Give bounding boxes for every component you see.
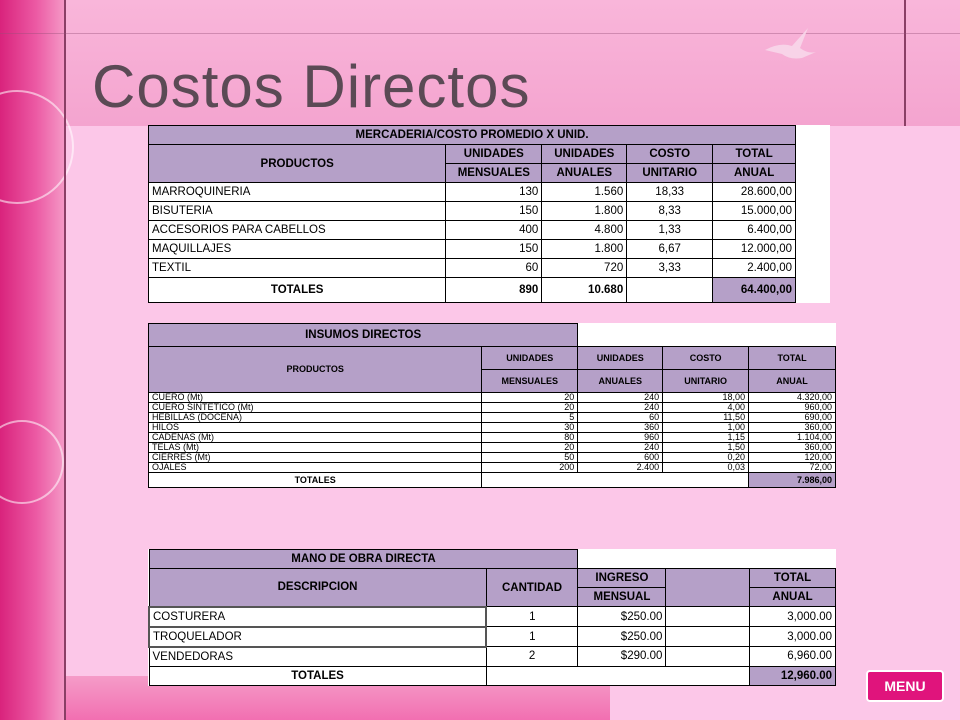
table-row [149, 647, 836, 667]
table-title: MANO DE OBRA DIRECTA [149, 550, 578, 569]
employee-role: COSTURERA [149, 607, 486, 627]
table-row [149, 453, 836, 463]
unit-cost: 3,33 [627, 259, 713, 278]
decorative-vertical-line [64, 0, 66, 720]
annual-total: 72,00 [749, 463, 836, 473]
table-row [149, 221, 830, 240]
column-header: MENSUALES [482, 370, 578, 393]
units-monthly: 130 [446, 183, 542, 202]
unit-cost: 1,50 [663, 443, 749, 453]
units-monthly: 20 [482, 443, 578, 453]
unit-cost: 4,00 [663, 403, 749, 413]
units-monthly: 20 [482, 403, 578, 413]
column-header: ANUALES [578, 370, 663, 393]
table-row [149, 202, 830, 221]
column-header: MENSUAL [578, 588, 666, 607]
product-name: MARROQUINERIA [149, 183, 446, 202]
totals-label: TOTALES [149, 473, 482, 488]
totals-row [149, 473, 836, 488]
unit-cost: 0,03 [663, 463, 749, 473]
column-header: UNITARIO [663, 370, 749, 393]
units-monthly: 80 [482, 433, 578, 443]
units-annual: 360 [578, 423, 663, 433]
table-row [149, 423, 836, 433]
column-header: UNITARIO [627, 164, 713, 183]
totals-row [149, 666, 836, 685]
table-row [149, 259, 830, 278]
units-annual: 2.400 [578, 463, 663, 473]
column-header: TOTAL [713, 145, 796, 164]
units-monthly: 400 [446, 221, 542, 240]
product-name: CUERO SINTETICO (Mt) [149, 403, 482, 413]
annual-total: 15.000,00 [713, 202, 796, 221]
units-monthly: 50 [482, 453, 578, 463]
column-header: UNIDADES [446, 145, 542, 164]
insumos-table [148, 323, 836, 488]
column-header: MENSUALES [446, 164, 542, 183]
totals-annual: 64.400,00 [713, 278, 796, 303]
units-monthly: 150 [446, 240, 542, 259]
annual-total: 6.400,00 [713, 221, 796, 240]
annual-total: 12.000,00 [713, 240, 796, 259]
column-header: UNIDADES [578, 347, 663, 370]
table-title: INSUMOS DIRECTOS [149, 324, 578, 347]
totals-label: TOTALES [149, 278, 446, 303]
unit-cost: 1,00 [663, 423, 749, 433]
unit-cost: 0,20 [663, 453, 749, 463]
quantity: 2 [486, 647, 578, 667]
product-name: CUERO (Mt) [149, 393, 482, 403]
annual-total: 28.600,00 [713, 183, 796, 202]
units-annual: 240 [578, 443, 663, 453]
units-annual: 1.560 [542, 183, 627, 202]
column-header: TOTAL [749, 347, 836, 370]
page-title: Costos Directos [92, 53, 531, 120]
unit-cost: 6,67 [627, 240, 713, 259]
units-annual: 720 [542, 259, 627, 278]
hummingbird-icon [760, 20, 820, 70]
column-header: DESCRIPCION [149, 569, 486, 607]
units-monthly: 30 [482, 423, 578, 433]
units-monthly: 20 [482, 393, 578, 403]
units-annual: 960 [578, 433, 663, 443]
totals-annual-units: 10.680 [542, 278, 627, 303]
unit-cost: 1,33 [627, 221, 713, 240]
column-header: COSTO [663, 347, 749, 370]
column-header: TOTAL [750, 569, 836, 588]
table-row [149, 240, 830, 259]
monthly-income: $290.00 [578, 647, 666, 667]
mercaderia-table [148, 125, 830, 303]
annual-total: 960,00 [749, 403, 836, 413]
units-annual: 1.800 [542, 202, 627, 221]
product-name: MAQUILLAJES [149, 240, 446, 259]
units-annual: 4.800 [542, 221, 627, 240]
annual-total: 6,960.00 [750, 647, 836, 667]
totals-row [149, 278, 830, 303]
table-row [149, 627, 836, 647]
product-name: CADENAS (Mt) [149, 433, 482, 443]
units-annual: 60 [578, 413, 663, 423]
employee-role: TROQUELADOR [149, 627, 486, 647]
totals-label: TOTALES [149, 666, 486, 685]
units-annual: 1.800 [542, 240, 627, 259]
table-row [149, 413, 836, 423]
decorative-vertical-line [904, 0, 906, 126]
product-name: ACCESORIOS PARA CABELLOS [149, 221, 446, 240]
column-header: ANUAL [749, 370, 836, 393]
table-row [149, 183, 830, 202]
column-header: CANTIDAD [486, 569, 578, 607]
product-name: CIERRES (Mt) [149, 453, 482, 463]
table-row [149, 433, 836, 443]
units-monthly: 200 [482, 463, 578, 473]
annual-total: 360,00 [749, 423, 836, 433]
quantity: 1 [486, 627, 578, 647]
product-name: TELAS (Mt) [149, 443, 482, 453]
units-monthly: 150 [446, 202, 542, 221]
annual-total: 360,00 [749, 443, 836, 453]
product-name: TEXTIL [149, 259, 446, 278]
product-name: HEBILLAS (DOCENA) [149, 413, 482, 423]
product-name: HILOS [149, 423, 482, 433]
monthly-income: $250.00 [578, 607, 666, 627]
product-name: BISUTERIA [149, 202, 446, 221]
annual-total: 4.320,00 [749, 393, 836, 403]
unit-cost: 1,15 [663, 433, 749, 443]
table-title: MERCADERIA/COSTO PROMEDIO X UNID. [149, 126, 796, 145]
column-header: ANUAL [750, 588, 836, 607]
annual-total: 3,000.00 [750, 607, 836, 627]
totals-annual: 7.986,00 [749, 473, 836, 488]
unit-cost: 8,33 [627, 202, 713, 221]
column-header: PRODUCTOS [149, 347, 482, 393]
annual-total: 120,00 [749, 453, 836, 463]
totals-annual: 12,960.00 [750, 666, 836, 685]
employee-role: VENDEDORAS [149, 647, 486, 667]
mano-obra-table [148, 549, 836, 686]
column-header: PRODUCTOS [149, 145, 446, 183]
column-header: UNIDADES [482, 347, 578, 370]
table-row [149, 403, 836, 413]
column-header: INGRESO [578, 569, 666, 588]
annual-total: 690,00 [749, 413, 836, 423]
table-row [149, 443, 836, 453]
unit-cost: 11,50 [663, 413, 749, 423]
units-monthly: 5 [482, 413, 578, 423]
units-monthly: 60 [446, 259, 542, 278]
table-row [149, 607, 836, 627]
units-annual: 600 [578, 453, 663, 463]
product-name: OJALES [149, 463, 482, 473]
units-annual: 240 [578, 393, 663, 403]
unit-cost: 18,33 [627, 183, 713, 202]
column-header: ANUAL [713, 164, 796, 183]
table-row [149, 393, 836, 403]
unit-cost: 18,00 [663, 393, 749, 403]
menu-button[interactable]: MENU [866, 670, 944, 702]
annual-total: 2.400,00 [713, 259, 796, 278]
annual-total: 1.104,00 [749, 433, 836, 443]
quantity: 1 [486, 607, 578, 627]
totals-monthly: 890 [446, 278, 542, 303]
monthly-income: $250.00 [578, 627, 666, 647]
column-header: COSTO [627, 145, 713, 164]
table-row [149, 463, 836, 473]
column-header: ANUALES [542, 164, 627, 183]
units-annual: 240 [578, 403, 663, 413]
annual-total: 3,000.00 [750, 627, 836, 647]
column-header: UNIDADES [542, 145, 627, 164]
